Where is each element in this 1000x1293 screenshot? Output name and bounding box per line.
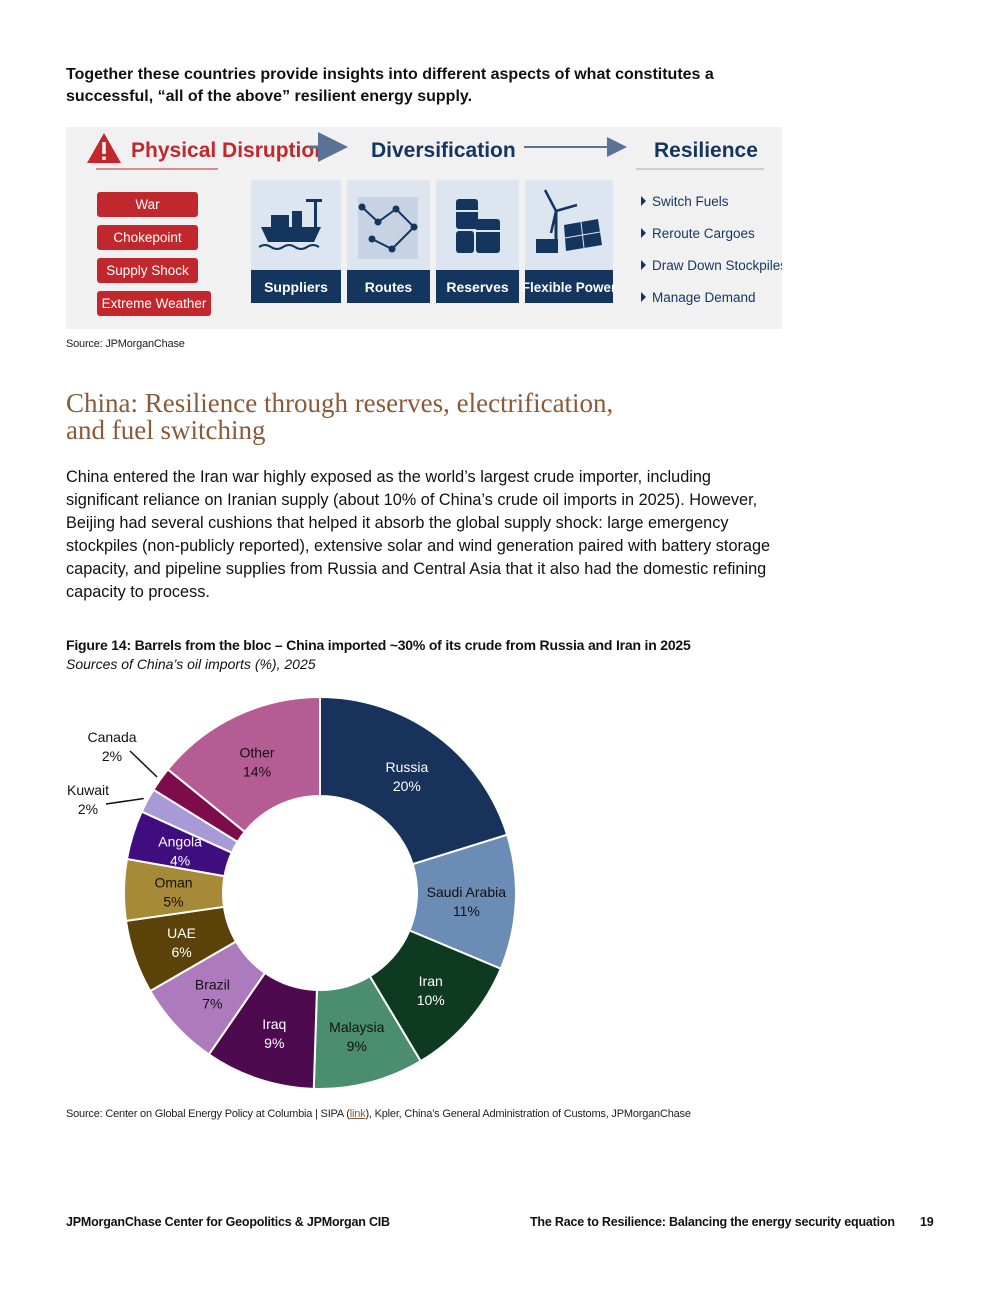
suppliers-tile (251, 180, 341, 303)
slice-label-angola: Angola (158, 833, 202, 850)
resilience-infographic (66, 127, 782, 329)
body-paragraph: China entered the Iran war highly exposed as the world’s largest crude importer, including significant reliance on Iranian supply (about 10% of China’s crude oil imports in 2025). However, Beijing had several cushions that helped it absorb the global supply shock: large emergency stockpiles (non-publicly reported), extensive solar and wind generation paired with battery storage capacity, and pipeline supplies from Russia and Central Asia that it also had the domestic refining capacity to process. (66, 468, 771, 601)
oil-imports-donut-chart (0, 680, 1000, 1100)
slice-value-angola: 4% (169, 852, 191, 869)
slice-value-other: 14% (243, 763, 272, 780)
disruption-extreme-weather: Extreme Weather (101, 296, 207, 311)
slice-label-uae: UAE (167, 924, 196, 941)
stage-diversification: Diversification (371, 139, 516, 162)
intro-text: Together these countries provide insights into different aspects of what constitutes a successful, “all of the above” resilient energy supply. (66, 66, 714, 105)
reserves-tile (436, 180, 519, 303)
figure-subtitle: Sources of China’s oil imports (%), 2025 (66, 656, 316, 672)
diversification-suppliers: Suppliers (264, 279, 328, 295)
bullet-icon (641, 196, 646, 206)
slice-label-kuwait: Kuwait (66, 782, 110, 798)
disruption-war: War (135, 197, 160, 212)
map-routes-icon (358, 197, 418, 259)
source-note-figure (66, 1108, 691, 1120)
slice-value-russia: 20% (392, 778, 421, 795)
slice-value-saudi-arabia: 11% (452, 902, 480, 919)
slice-value-iran: 10% (416, 991, 445, 1008)
bullet-icon (641, 260, 646, 270)
slice-label-russia: Russia (385, 759, 429, 776)
leader-line-canada (130, 751, 157, 777)
source-note: Source: JPMorganChase (66, 338, 185, 350)
page-number: 19 (920, 1215, 934, 1229)
slice-label-other: Other (239, 744, 275, 761)
slice-label-saudi-arabia: Saudi Arabia (426, 883, 507, 900)
leader-line-kuwait (106, 799, 144, 804)
resilience-draw-down-stockpiles: Draw Down Stockpiles (652, 258, 782, 273)
slice-value-kuwait: 2% (77, 801, 99, 817)
slice-value-brazil: 7% (202, 995, 223, 1012)
stage-resilience: Resilience (654, 139, 758, 162)
slice-value-oman: 5% (163, 893, 184, 910)
disruption-chokepoint: Chokepoint (113, 230, 182, 245)
slice-value-iraq: 9% (264, 1035, 285, 1052)
source-link[interactable]: link (349, 1108, 366, 1120)
disruption-list (97, 192, 211, 316)
warning-icon (87, 133, 121, 163)
slice-label-oman: Oman (154, 874, 193, 891)
resilience-manage-demand: Manage Demand (652, 290, 756, 305)
flexible-power-tile (522, 180, 617, 303)
bullet-icon (641, 292, 646, 302)
figure-title: Figure 14: Barrels from the bloc – China imported ~30% of its crude from Russia and Iran in 2025 (66, 637, 691, 653)
bullet-icon (641, 228, 646, 238)
slice-value-canada: 2% (101, 748, 123, 764)
resilience-list (641, 194, 782, 305)
resilience-switch-fuels: Switch Fuels (652, 194, 729, 209)
slice-label-iraq: Iraq (262, 1016, 287, 1033)
stage-physical-disruption: Physical Disruption (131, 139, 328, 162)
slice-value-malaysia: 9% (346, 1037, 367, 1054)
resilience-diagram (66, 127, 782, 329)
footer-right: The Race to Resilience: Balancing the energy security equation (530, 1215, 895, 1229)
slice-label-canada: Canada (87, 729, 137, 745)
resilience-reroute-cargoes: Reroute Cargoes (652, 226, 755, 241)
diversification-routes: Routes (364, 279, 413, 295)
slice-label-iran: Iran (418, 972, 443, 989)
slice-value-uae: 6% (171, 943, 192, 960)
slice-label-malaysia: Malaysia (329, 1018, 385, 1035)
disruption-supply-shock: Supply Shock (106, 263, 189, 278)
source-suffix: ), Kpler, China’s General Administration of Customs, JPMorganChase (365, 1108, 691, 1120)
slice-label-brazil: Brazil (194, 976, 230, 993)
diversification-reserves: Reserves (446, 279, 509, 295)
section-heading: China: Resilience through reserves, electrification, and fuel switching (66, 388, 614, 445)
diversification-flexible-power: Flexible Power (521, 280, 617, 295)
source-prefix: Source: Center on Global Energy Policy at Columbia | SIPA ( (66, 1108, 350, 1120)
routes-tile (347, 180, 430, 303)
footer-left: JPMorganChase Center for Geopolitics & JPMorgan CIB (66, 1215, 390, 1229)
